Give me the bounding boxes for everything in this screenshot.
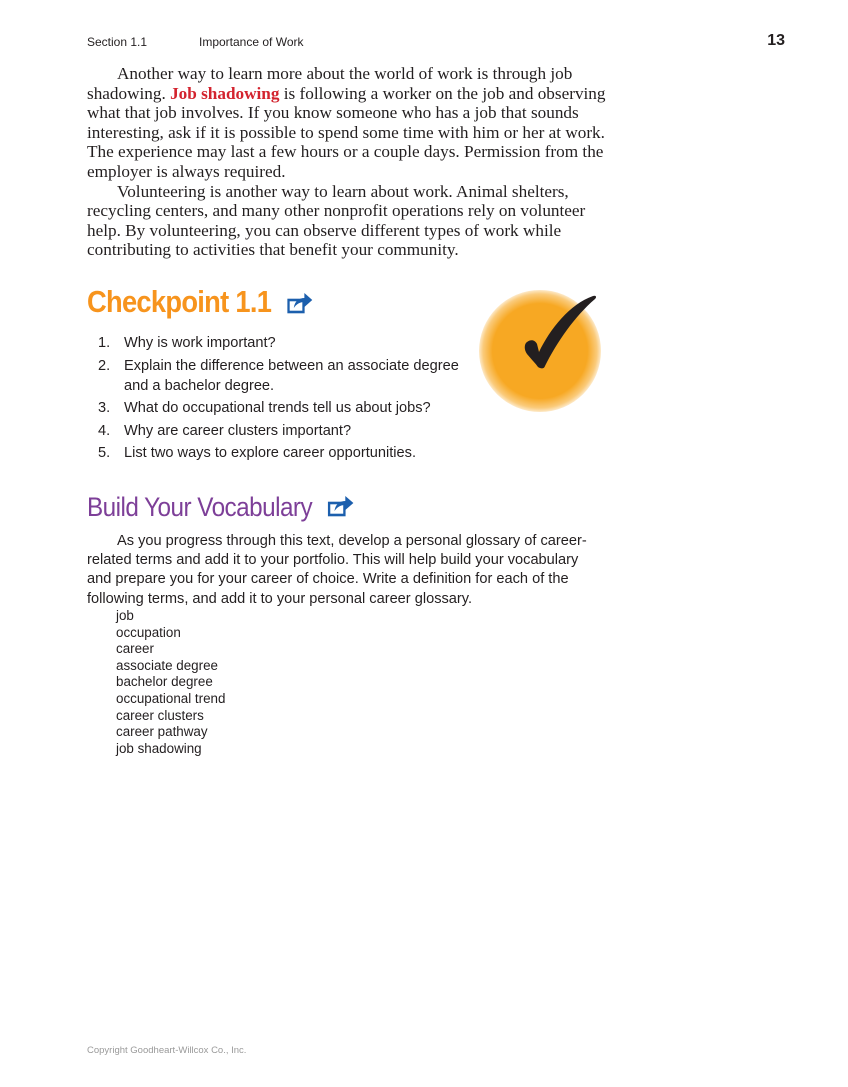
chapter-title: Importance of Work xyxy=(199,35,304,49)
checkpoint-title: Checkpoint 1.1 xyxy=(87,284,272,319)
question-text: What do occupational trends tell us about jobs? xyxy=(124,400,431,416)
key-term-job-shadowing: Job shadowing xyxy=(170,83,280,103)
question-item xyxy=(98,333,478,353)
question-text: Explain the difference between an associate degree and a bachelor degree. xyxy=(124,357,459,394)
term-item: career clusters xyxy=(116,707,204,723)
paragraph-job-shadowing xyxy=(87,64,607,182)
vocabulary-instructions: As you progress through this text, develop a personal glossary of career-related terms and add it to your portfolio. This will help build your vocabulary and prepare you for your career of choice. Write a definition for each of the following terms, and add it to your personal career glossary. xyxy=(87,533,587,607)
term-item: job xyxy=(116,608,134,623)
vocabulary-terms xyxy=(116,608,225,757)
vocabulary-heading xyxy=(87,492,354,524)
checkpoint-questions xyxy=(98,333,478,466)
term-item: career pathway xyxy=(116,724,208,740)
share-arrow-icon[interactable] xyxy=(327,493,354,524)
question-number: 1. xyxy=(98,335,111,351)
question-item xyxy=(98,421,478,441)
vocabulary-title: Build Your Vocabulary xyxy=(87,492,313,522)
question-number: 5. xyxy=(98,445,111,461)
paragraph-text: is following a worker on the job and observing what that job involves. If you know someone who has a job that sounds interesting, ask if it is possible to spend some time with him or her at work. The experience may last a few hours or a couple days. Permission from the employer is always required. xyxy=(87,83,606,181)
term-item: occupational trend xyxy=(116,690,226,706)
term-item: career xyxy=(116,641,154,657)
share-arrow-icon[interactable] xyxy=(287,286,313,322)
paragraph-volunteering: Volunteering is another way to learn about work. Animal shelters, recycling centers, and many other nonprofit operations rely on volunteer help. By volunteering, you can observe different types of work while contributing to activities that benefit your community. xyxy=(87,181,586,260)
question-item xyxy=(98,443,478,463)
term-item: occupation xyxy=(116,624,181,640)
question-number: 4. xyxy=(98,422,111,439)
checkmark-icon xyxy=(475,284,610,414)
question-text: List two ways to explore career opportunities. xyxy=(124,445,417,461)
checkpoint-heading xyxy=(87,284,313,322)
copyright-footer: Copyright Goodheart-Willcox Co., Inc. xyxy=(87,1045,247,1056)
question-number: 3. xyxy=(98,400,111,416)
question-item xyxy=(98,398,478,418)
term-item: bachelor degree xyxy=(116,674,213,690)
term-item: associate degree xyxy=(116,657,218,673)
question-number: 2. xyxy=(98,357,111,374)
term-item: job shadowing xyxy=(116,740,202,756)
question-item xyxy=(98,356,478,396)
question-text: Why is work important? xyxy=(124,335,276,351)
body-text xyxy=(87,64,607,260)
page-header xyxy=(87,32,787,51)
question-text: Why are career clusters important? xyxy=(124,422,352,439)
checkpoint-badge xyxy=(475,284,610,414)
paragraph-text: Another way to learn more about the world of work is through job shadowing. xyxy=(87,64,573,103)
section-label: Section 1.1 xyxy=(87,35,148,49)
page-number: 13 xyxy=(767,32,785,49)
